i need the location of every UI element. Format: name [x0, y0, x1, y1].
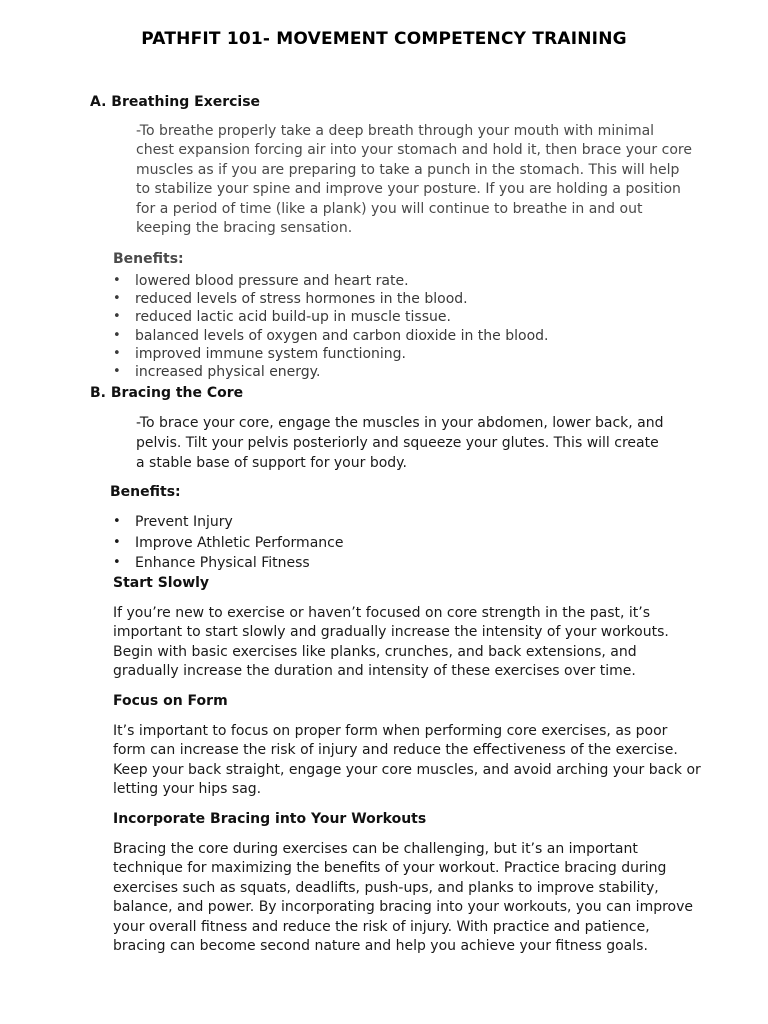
section-b-benefits-label: Benefits:	[110, 484, 181, 500]
section-a-benefits-list	[113, 272, 548, 381]
list-item	[113, 512, 343, 533]
benefit-text: reduced lactic acid build-up in muscle tissue.	[135, 309, 451, 326]
benefit-text: Improve Athletic Performance	[135, 534, 344, 551]
focus-on-form-paragraph: It’s important to focus on proper form when performing core exercises, as poor form can increase the risk of injury and reduce the effectiveness of the exercise. Keep your back straight, engage your core muscles, and avoid arching your back or letting your hips sag.	[113, 723, 701, 798]
section-a-paragraph: -To breathe properly take a deep breath through your mouth with minimal chest expansion forcing air into your stomach and hold it, then brace your core muscles as if you are preparing to take a punch in the stomach. This will help to stabilize your spine and improve your posture. If you are holding a position for a period of time (like a plank) you will continue to breathe in and out keeping the bracing sensation.	[136, 123, 692, 237]
list-item	[113, 308, 548, 326]
start-slowly-paragraph: If you’re new to exercise or haven’t focused on core strength in the past, it’s important to start slowly and gradually increase the intensity of your workouts. Begin with basic exercises like planks, crunches, and back extensions, and gradually increase the duration and intensity of these exercises over time.	[113, 605, 669, 680]
list-item	[113, 327, 548, 345]
section-b-heading: B. Bracing the Core	[90, 385, 244, 401]
benefit-text: improved immune system functioning.	[135, 345, 406, 362]
bullet-icon: •	[113, 309, 121, 325]
section-a-benefits-label: Benefits:	[113, 251, 184, 267]
benefit-text: Enhance Physical Fitness	[135, 555, 310, 571]
incorporate-bracing-heading: Incorporate Bracing into Your Workouts	[113, 811, 427, 827]
bullet-icon: •	[113, 345, 121, 361]
benefit-text: increased physical energy.	[135, 363, 321, 380]
benefit-text: reduced levels of stress hormones in the blood.	[135, 291, 468, 308]
bullet-icon: •	[113, 327, 121, 343]
start-slowly-heading: Start Slowly	[113, 575, 210, 591]
document-title: PATHFIT 101- MOVEMENT COMPETENCY TRAINING	[141, 29, 627, 49]
list-item	[113, 553, 343, 574]
list-item	[113, 363, 548, 381]
bullet-icon: •	[113, 273, 121, 288]
bullet-icon: •	[113, 514, 121, 529]
list-item	[113, 533, 343, 554]
list-item	[113, 272, 548, 290]
list-item	[113, 345, 548, 363]
section-b-benefits-list	[113, 512, 343, 574]
bullet-icon: •	[113, 291, 121, 307]
benefit-text: balanced levels of oxygen and carbon dioxide in the blood.	[135, 327, 549, 344]
section-b-paragraph: -To brace your core, engage the muscles in your abdomen, lower back, and pelvis. Tilt your pelvis posteriorly and squeeze your glutes. This will create a stable base of support for your body.	[136, 415, 664, 471]
focus-on-form-heading: Focus on Form	[113, 693, 228, 709]
benefit-text: Prevent Injury	[135, 514, 233, 530]
incorporate-bracing-paragraph: Bracing the core during exercises can be challenging, but it’s an important technique for maximizing the benefits of your workout. Practice bracing during exercises such as squats, deadlifts, push-ups, and planks to improve stability, balance, and power. By incorporating bracing into your workouts, you can improve your overall fitness and reduce the risk of injury. With practice and patience, bracing can become second nature and help you achieve your fitness goals.	[113, 841, 694, 955]
section-a-heading: A. Breathing Exercise	[90, 94, 261, 110]
list-item	[113, 290, 548, 308]
bullet-icon: •	[113, 363, 121, 379]
benefit-text: lowered blood pressure and heart rate.	[135, 273, 409, 289]
bullet-icon: •	[113, 555, 121, 570]
bullet-icon: •	[113, 534, 121, 550]
